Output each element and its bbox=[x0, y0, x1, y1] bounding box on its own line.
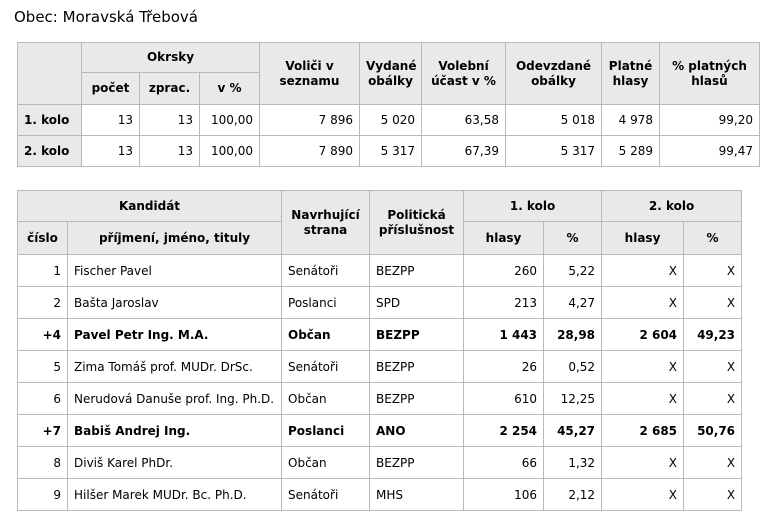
candidate-affiliation: BEZPP bbox=[370, 383, 464, 415]
candidate-affiliation: BEZPP bbox=[370, 447, 464, 479]
round2-votes: 2 685 bbox=[602, 415, 684, 447]
round2-votes: X bbox=[602, 447, 684, 479]
round2-votes: X bbox=[602, 479, 684, 511]
turnout-summary-table bbox=[17, 42, 760, 167]
okrsky-v-pct: 100,00 bbox=[200, 105, 260, 136]
header-kolo1: 1. kolo bbox=[464, 191, 602, 222]
round2-votes: 2 604 bbox=[602, 319, 684, 351]
summary-row bbox=[18, 136, 760, 167]
candidate-row bbox=[18, 351, 742, 383]
round1-pct: 12,25 bbox=[544, 383, 602, 415]
round1-pct: 0,52 bbox=[544, 351, 602, 383]
round2-pct: X bbox=[684, 255, 742, 287]
candidate-row bbox=[18, 319, 742, 351]
header-hlasy1: hlasy bbox=[464, 222, 544, 255]
candidate-party: Občan bbox=[282, 383, 370, 415]
header-cislo: číslo bbox=[18, 222, 68, 255]
header-pocet: počet bbox=[82, 73, 140, 105]
header-kandidat: Kandidát bbox=[18, 191, 282, 222]
okrsky-pocet: 13 bbox=[82, 136, 140, 167]
candidate-number: +7 bbox=[18, 415, 68, 447]
candidate-row bbox=[18, 479, 742, 511]
candidate-party: Občan bbox=[282, 319, 370, 351]
candidates-table bbox=[17, 190, 742, 511]
candidate-name: Pavel Petr Ing. M.A. bbox=[68, 319, 282, 351]
ucast-value: 67,39 bbox=[422, 136, 506, 167]
header-pct2: % bbox=[684, 222, 742, 255]
round2-pct: X bbox=[684, 383, 742, 415]
round1-pct: 28,98 bbox=[544, 319, 602, 351]
candidate-party: Senátoři bbox=[282, 351, 370, 383]
round2-votes: X bbox=[602, 255, 684, 287]
odevzdane-value: 5 317 bbox=[506, 136, 602, 167]
header-prislusnost: Politická příslušnost bbox=[370, 191, 464, 255]
round2-votes: X bbox=[602, 383, 684, 415]
vydane-value: 5 020 bbox=[360, 105, 422, 136]
round1-pct: 2,12 bbox=[544, 479, 602, 511]
candidate-affiliation: SPD bbox=[370, 287, 464, 319]
candidate-number: 2 bbox=[18, 287, 68, 319]
candidate-name: Bašta Jaroslav bbox=[68, 287, 282, 319]
candidate-name: Nerudová Danuše prof. Ing. Ph.D. bbox=[68, 383, 282, 415]
okrsky-zprac: 13 bbox=[140, 136, 200, 167]
vydane-value: 5 317 bbox=[360, 136, 422, 167]
round1-votes: 610 bbox=[464, 383, 544, 415]
header-pct1: % bbox=[544, 222, 602, 255]
header-blank bbox=[18, 43, 82, 105]
round1-votes: 213 bbox=[464, 287, 544, 319]
candidate-row bbox=[18, 415, 742, 447]
candidate-affiliation: BEZPP bbox=[370, 255, 464, 287]
round1-votes: 260 bbox=[464, 255, 544, 287]
summary-row bbox=[18, 105, 760, 136]
round-label: 2. kolo bbox=[18, 136, 82, 167]
platne-value: 5 289 bbox=[602, 136, 660, 167]
round2-pct: X bbox=[684, 351, 742, 383]
header-jmeno: příjmení, jméno, tituly bbox=[68, 222, 282, 255]
round-label: 1. kolo bbox=[18, 105, 82, 136]
header-odevzdane: Odevzdané obálky bbox=[506, 43, 602, 105]
candidate-party: Občan bbox=[282, 447, 370, 479]
page-title: Obec: Moravská Třebová bbox=[14, 8, 198, 26]
round1-votes: 26 bbox=[464, 351, 544, 383]
header-hlasy2: hlasy bbox=[602, 222, 684, 255]
header-volici: Voliči v seznamu bbox=[260, 43, 360, 105]
round2-votes: X bbox=[602, 351, 684, 383]
candidate-affiliation: BEZPP bbox=[370, 351, 464, 383]
candidate-party: Senátoři bbox=[282, 255, 370, 287]
header-pct-platnych: % platných hlasů bbox=[660, 43, 760, 105]
round1-votes: 2 254 bbox=[464, 415, 544, 447]
round2-pct: X bbox=[684, 479, 742, 511]
header-ucast: Volební účast v % bbox=[422, 43, 506, 105]
candidate-row bbox=[18, 287, 742, 319]
header-strana: Navrhující strana bbox=[282, 191, 370, 255]
candidate-affiliation: MHS bbox=[370, 479, 464, 511]
candidate-name: Zima Tomáš prof. MUDr. DrSc. bbox=[68, 351, 282, 383]
round2-pct: X bbox=[684, 447, 742, 479]
okrsky-v-pct: 100,00 bbox=[200, 136, 260, 167]
round2-pct: X bbox=[684, 287, 742, 319]
candidate-number: +4 bbox=[18, 319, 68, 351]
pct-platnych-value: 99,47 bbox=[660, 136, 760, 167]
header-v-pct: v % bbox=[200, 73, 260, 105]
candidate-row bbox=[18, 447, 742, 479]
round1-pct: 1,32 bbox=[544, 447, 602, 479]
candidate-row bbox=[18, 255, 742, 287]
platne-value: 4 978 bbox=[602, 105, 660, 136]
header-kolo2: 2. kolo bbox=[602, 191, 742, 222]
okrsky-zprac: 13 bbox=[140, 105, 200, 136]
candidate-number: 6 bbox=[18, 383, 68, 415]
round2-votes: X bbox=[602, 287, 684, 319]
round1-votes: 66 bbox=[464, 447, 544, 479]
candidate-name: Babiš Andrej Ing. bbox=[68, 415, 282, 447]
volici-value: 7 890 bbox=[260, 136, 360, 167]
ucast-value: 63,58 bbox=[422, 105, 506, 136]
pct-platnych-value: 99,20 bbox=[660, 105, 760, 136]
header-okrsky: Okrsky bbox=[82, 43, 260, 73]
header-platne: Platné hlasy bbox=[602, 43, 660, 105]
round1-votes: 1 443 bbox=[464, 319, 544, 351]
round2-pct: 50,76 bbox=[684, 415, 742, 447]
odevzdane-value: 5 018 bbox=[506, 105, 602, 136]
header-zprac: zprac. bbox=[140, 73, 200, 105]
candidate-affiliation: BEZPP bbox=[370, 319, 464, 351]
candidate-affiliation: ANO bbox=[370, 415, 464, 447]
candidate-party: Poslanci bbox=[282, 287, 370, 319]
candidate-number: 1 bbox=[18, 255, 68, 287]
candidate-party: Poslanci bbox=[282, 415, 370, 447]
candidate-row bbox=[18, 383, 742, 415]
round2-pct: 49,23 bbox=[684, 319, 742, 351]
round1-votes: 106 bbox=[464, 479, 544, 511]
candidate-party: Senátoři bbox=[282, 479, 370, 511]
candidate-name: Fischer Pavel bbox=[68, 255, 282, 287]
candidate-number: 5 bbox=[18, 351, 68, 383]
candidate-name: Diviš Karel PhDr. bbox=[68, 447, 282, 479]
candidate-name: Hilšer Marek MUDr. Bc. Ph.D. bbox=[68, 479, 282, 511]
header-vydane: Vydané obálky bbox=[360, 43, 422, 105]
candidate-number: 9 bbox=[18, 479, 68, 511]
round1-pct: 45,27 bbox=[544, 415, 602, 447]
round1-pct: 5,22 bbox=[544, 255, 602, 287]
round1-pct: 4,27 bbox=[544, 287, 602, 319]
candidate-number: 8 bbox=[18, 447, 68, 479]
okrsky-pocet: 13 bbox=[82, 105, 140, 136]
volici-value: 7 896 bbox=[260, 105, 360, 136]
